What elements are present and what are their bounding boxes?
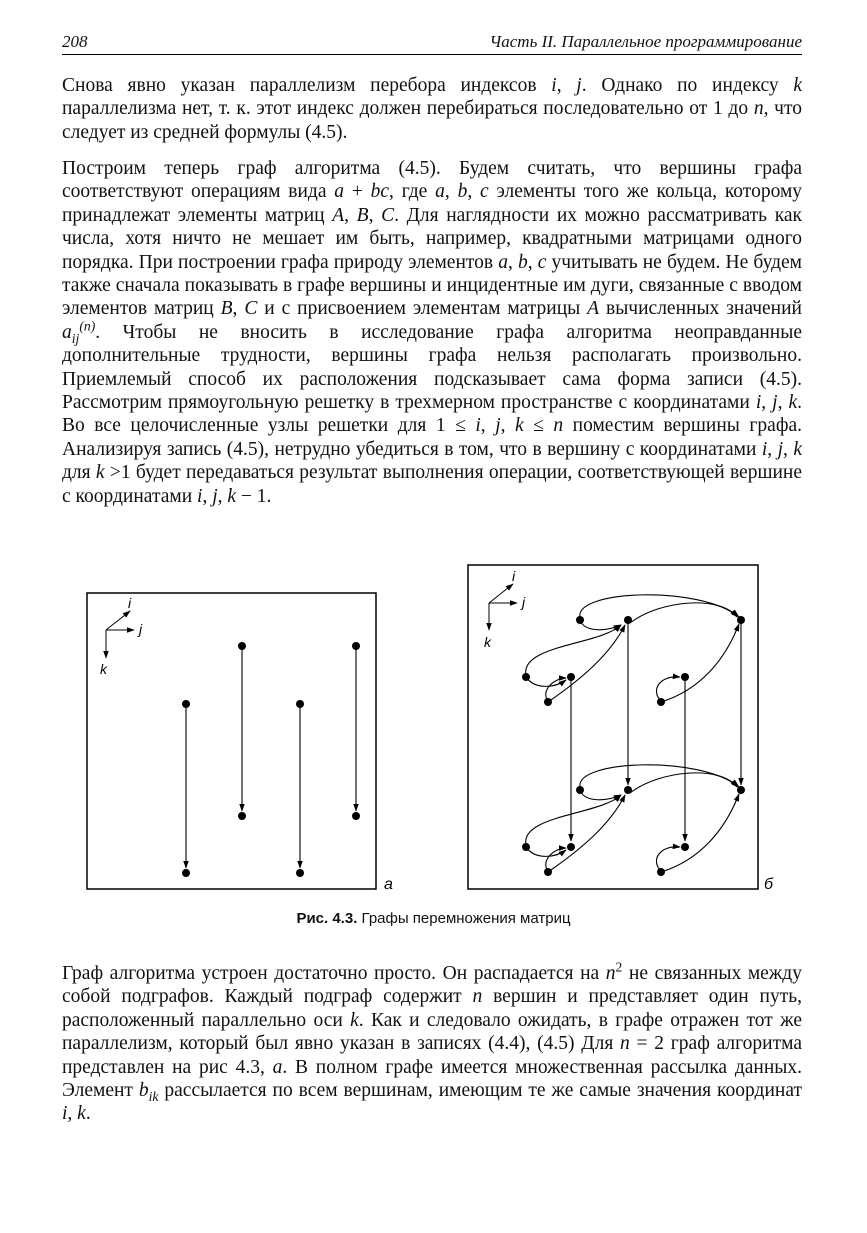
panel-b-edge: [580, 620, 621, 630]
graph-vertex: [567, 673, 575, 681]
text-run: . Однако по индексу: [581, 75, 794, 96]
text-run: i: [755, 392, 762, 414]
text-run: . Для наглядности их можно рассматривать как числа, хотя ничто не мешает им быть, например, квадратными матрицами одного порядка. При построении графа природу элементов: [62, 204, 803, 273]
text-run: ,: [368, 204, 382, 226]
text-run: b: [517, 251, 528, 273]
text-run: j: [772, 392, 778, 414]
graph-vertex: [681, 843, 689, 851]
panel-b-edge: [548, 625, 625, 702]
text-run: B: [356, 204, 369, 226]
graph-vertex: [182, 700, 190, 708]
panel-a-axis-i-label: i: [128, 595, 132, 611]
text-run: k: [77, 1103, 86, 1125]
text-run: k: [793, 438, 803, 460]
text-run: ,: [344, 204, 357, 226]
text-run: ,: [67, 1103, 78, 1125]
panel-b-edge: [526, 795, 621, 845]
text-run: a: [435, 181, 445, 203]
panel-b-edge: [580, 765, 739, 787]
text-run: a: [62, 321, 72, 343]
graph-vertex: [238, 812, 246, 820]
text-run: j: [212, 485, 218, 507]
text-run: +: [344, 181, 371, 203]
graph-vertex: [296, 869, 304, 877]
text-run: ,: [783, 438, 794, 460]
graph-vertex: [657, 698, 665, 706]
panel-b-edge: [656, 677, 680, 701]
text-run: k: [793, 75, 803, 96]
text-run: ,: [507, 251, 518, 273]
text-run: ,: [202, 485, 213, 507]
text-run: B: [220, 298, 233, 320]
text-run: A: [587, 298, 600, 320]
text-run: ,: [761, 392, 773, 414]
panel-b-label: б: [764, 876, 773, 893]
text-run: ik: [148, 1088, 159, 1104]
text-run: c: [537, 251, 547, 273]
text-run: i: [62, 1103, 68, 1125]
panel-b-edge: [580, 595, 739, 617]
panel-b-axis-i-label: i: [512, 568, 516, 584]
text-run: (n): [79, 318, 96, 334]
text-run: ,: [217, 485, 228, 507]
text-run: ≤: [523, 415, 554, 437]
text-run: вершин и представляет один путь, расположенный параллельно оси: [62, 986, 802, 1031]
text-run: C: [244, 298, 258, 320]
graph-vertex: [737, 616, 745, 624]
graph-vertex: [522, 843, 530, 851]
panel-a-axes: [100, 595, 143, 677]
panel-b-top-layer-edges: [526, 595, 739, 702]
graph-vertex: [544, 698, 552, 706]
text-run: ,: [556, 75, 577, 96]
paragraph-3: [62, 959, 803, 1126]
text-run: >1 будет передаваться результат выполнения операции, соответствующей вершине с координатами: [62, 462, 803, 507]
panel-a-axis-k-label: k: [100, 661, 107, 677]
panel-a-edges: [186, 646, 356, 868]
panel-b-vertical-edges: [571, 620, 741, 841]
text-run: k: [227, 485, 237, 507]
figure-caption-text: Графы перемножения матриц: [357, 910, 571, 927]
text-run: , что следует из средней формулы (4.5).: [62, 98, 802, 143]
text-run: , где: [389, 181, 436, 203]
text-run: для: [62, 462, 96, 484]
text-run: k: [350, 1009, 359, 1031]
panel-b-edge: [548, 795, 625, 872]
text-run: Построим теперь граф алгоритма (4.5). Будем считать, что вершины графа соответствуют операциям вида: [62, 158, 802, 203]
text-run: рассылается по всем вершинам, имеющим те же самые значения координат: [158, 1080, 802, 1102]
text-run: а: [272, 1056, 283, 1078]
text-run: b: [457, 181, 468, 203]
panel-b-edge: [546, 848, 566, 871]
panel-b-edge: [630, 773, 737, 793]
panel-b-edge: [656, 847, 680, 871]
text-run: Снова явно указан параллелизм перебора индексов: [62, 75, 552, 96]
panel-b-edge: [661, 794, 739, 872]
text-run: a: [498, 251, 508, 273]
text-run: ,: [232, 298, 245, 320]
running-head: Часть II. Параллельное программирование: [489, 32, 802, 51]
graph-vertex: [544, 868, 552, 876]
text-run: ,: [527, 251, 538, 273]
text-run: ij: [71, 330, 80, 346]
text-run: ,: [444, 181, 458, 203]
graph-vertex: [681, 673, 689, 681]
panel-b-frame: [468, 565, 758, 889]
text-run: c: [480, 181, 489, 203]
text-run: k: [788, 392, 798, 414]
text-run: i: [551, 75, 557, 96]
panel-b-edge: [546, 678, 566, 701]
text-run: .: [85, 1103, 91, 1125]
text-run: j: [495, 415, 501, 437]
text-run: Граф алгоритма устроен достаточно просто. Он распадается на: [62, 963, 606, 984]
panel-b-edge: [630, 603, 737, 623]
text-run: i: [475, 415, 481, 437]
panel-a-label: а: [384, 876, 393, 893]
text-run: ,: [480, 415, 496, 437]
page-number: 208: [62, 32, 88, 51]
panel-b-axis-k-label: k: [484, 634, 491, 650]
graph-vertex: [238, 642, 246, 650]
graph-vertex: [624, 786, 632, 794]
text-run: n: [553, 415, 564, 437]
text-run: ,: [767, 438, 778, 460]
figure-caption: [0, 910, 867, 927]
text-run: . Во все целочисленные узлы решетки для 1 ≤: [62, 392, 802, 437]
text-run: n: [472, 986, 483, 1008]
panel-a-axis-j-label: j: [139, 621, 143, 637]
graph-vertex: [624, 616, 632, 624]
panel-b-edge: [526, 677, 566, 686]
text-run: k: [95, 462, 105, 484]
panel-b-axis-j-label: j: [522, 594, 526, 610]
graph-vertex: [522, 673, 530, 681]
text-run: A: [332, 204, 345, 226]
panel-a-vertices: [182, 642, 360, 877]
graph-vertex: [576, 616, 584, 624]
figure-caption-label: Рис. 4.3.: [296, 910, 358, 927]
text-run: C: [381, 204, 395, 226]
text-run: n: [753, 98, 764, 120]
text-run: 2: [615, 959, 623, 975]
panel-b-edge: [526, 625, 621, 675]
text-run: i: [197, 485, 203, 507]
text-run: a: [334, 181, 345, 203]
text-run: ,: [500, 415, 515, 437]
text-run: n: [605, 963, 616, 984]
text-run: − 1.: [236, 485, 272, 507]
paragraph-1: [62, 74, 802, 144]
text-run: . Чтобы не вносить в исследование графа алгоритма неоправданные дополнительные трудности, вершины графа нельзя располагать произвольно. Приемлемый способ их расположения подсказывает сама форма записи (4.5). Рассмотрим прямоугольную решетку в трехмерном пространстве с координатами: [62, 321, 802, 414]
graph-vertex: [657, 868, 665, 876]
graph-vertex: [352, 642, 360, 650]
graph-vertex: [352, 812, 360, 820]
text-run: элементы того же кольца, которому принадлежат элементы матриц: [62, 181, 803, 226]
text-run: параллелизма нет, т. к. этот индекс должен перебираться последовательно от 1 до: [62, 98, 754, 120]
text-run: n: [620, 1033, 630, 1055]
graph-vertex: [567, 843, 575, 851]
text-run: b: [138, 1080, 149, 1102]
text-run: поместим вершины графа. Анализируя запись (4.5), нетрудно убедиться в том, что в вершину с координатами: [62, 415, 802, 460]
panel-b-bottom-layer-edges: [526, 765, 739, 872]
text-run: . В полном графе имеется множественная рассылка данных. Элемент: [62, 1056, 803, 1102]
text-run: i: [761, 438, 768, 460]
panel-a-frame: [87, 593, 376, 889]
graph-vertex: [296, 700, 304, 708]
panel-b-axes: [484, 568, 526, 650]
text-run: j: [576, 75, 582, 96]
text-run: j: [777, 438, 784, 460]
panel-b-vertices: [522, 616, 745, 876]
graph-vertex: [737, 786, 745, 794]
text-run: bc: [370, 181, 390, 203]
text-run: ,: [777, 392, 789, 414]
panel-b-edge: [526, 847, 566, 856]
text-run: и с присвоением элементам матрицы: [257, 298, 588, 320]
text-run: k: [515, 415, 524, 437]
text-run: = 2 граф алгоритма представлен на рис 4.3,: [62, 1033, 802, 1078]
text-run: ,: [467, 181, 480, 203]
panel-b-edge: [661, 624, 739, 702]
paragraph-2: [62, 157, 802, 508]
text-run: учитывать не будем. Не будем также сначала показывать в графе вершины и инцидентные им дуги, связанные с вводом элементов матриц: [62, 251, 803, 320]
panel-b-edge: [580, 790, 621, 800]
text-run: не связанных между собой подграфов. Каждый подграф содержит: [62, 963, 802, 1008]
graph-vertex: [576, 786, 584, 794]
page-header: [62, 30, 802, 55]
text-run: . Как и следовало ожидать, в графе отражен тот же параллелизм, который был явно указан в записях (4.4), (4.5) Для: [62, 1009, 802, 1055]
graph-vertex: [182, 869, 190, 877]
text-run: вычисленных значений: [599, 298, 802, 320]
